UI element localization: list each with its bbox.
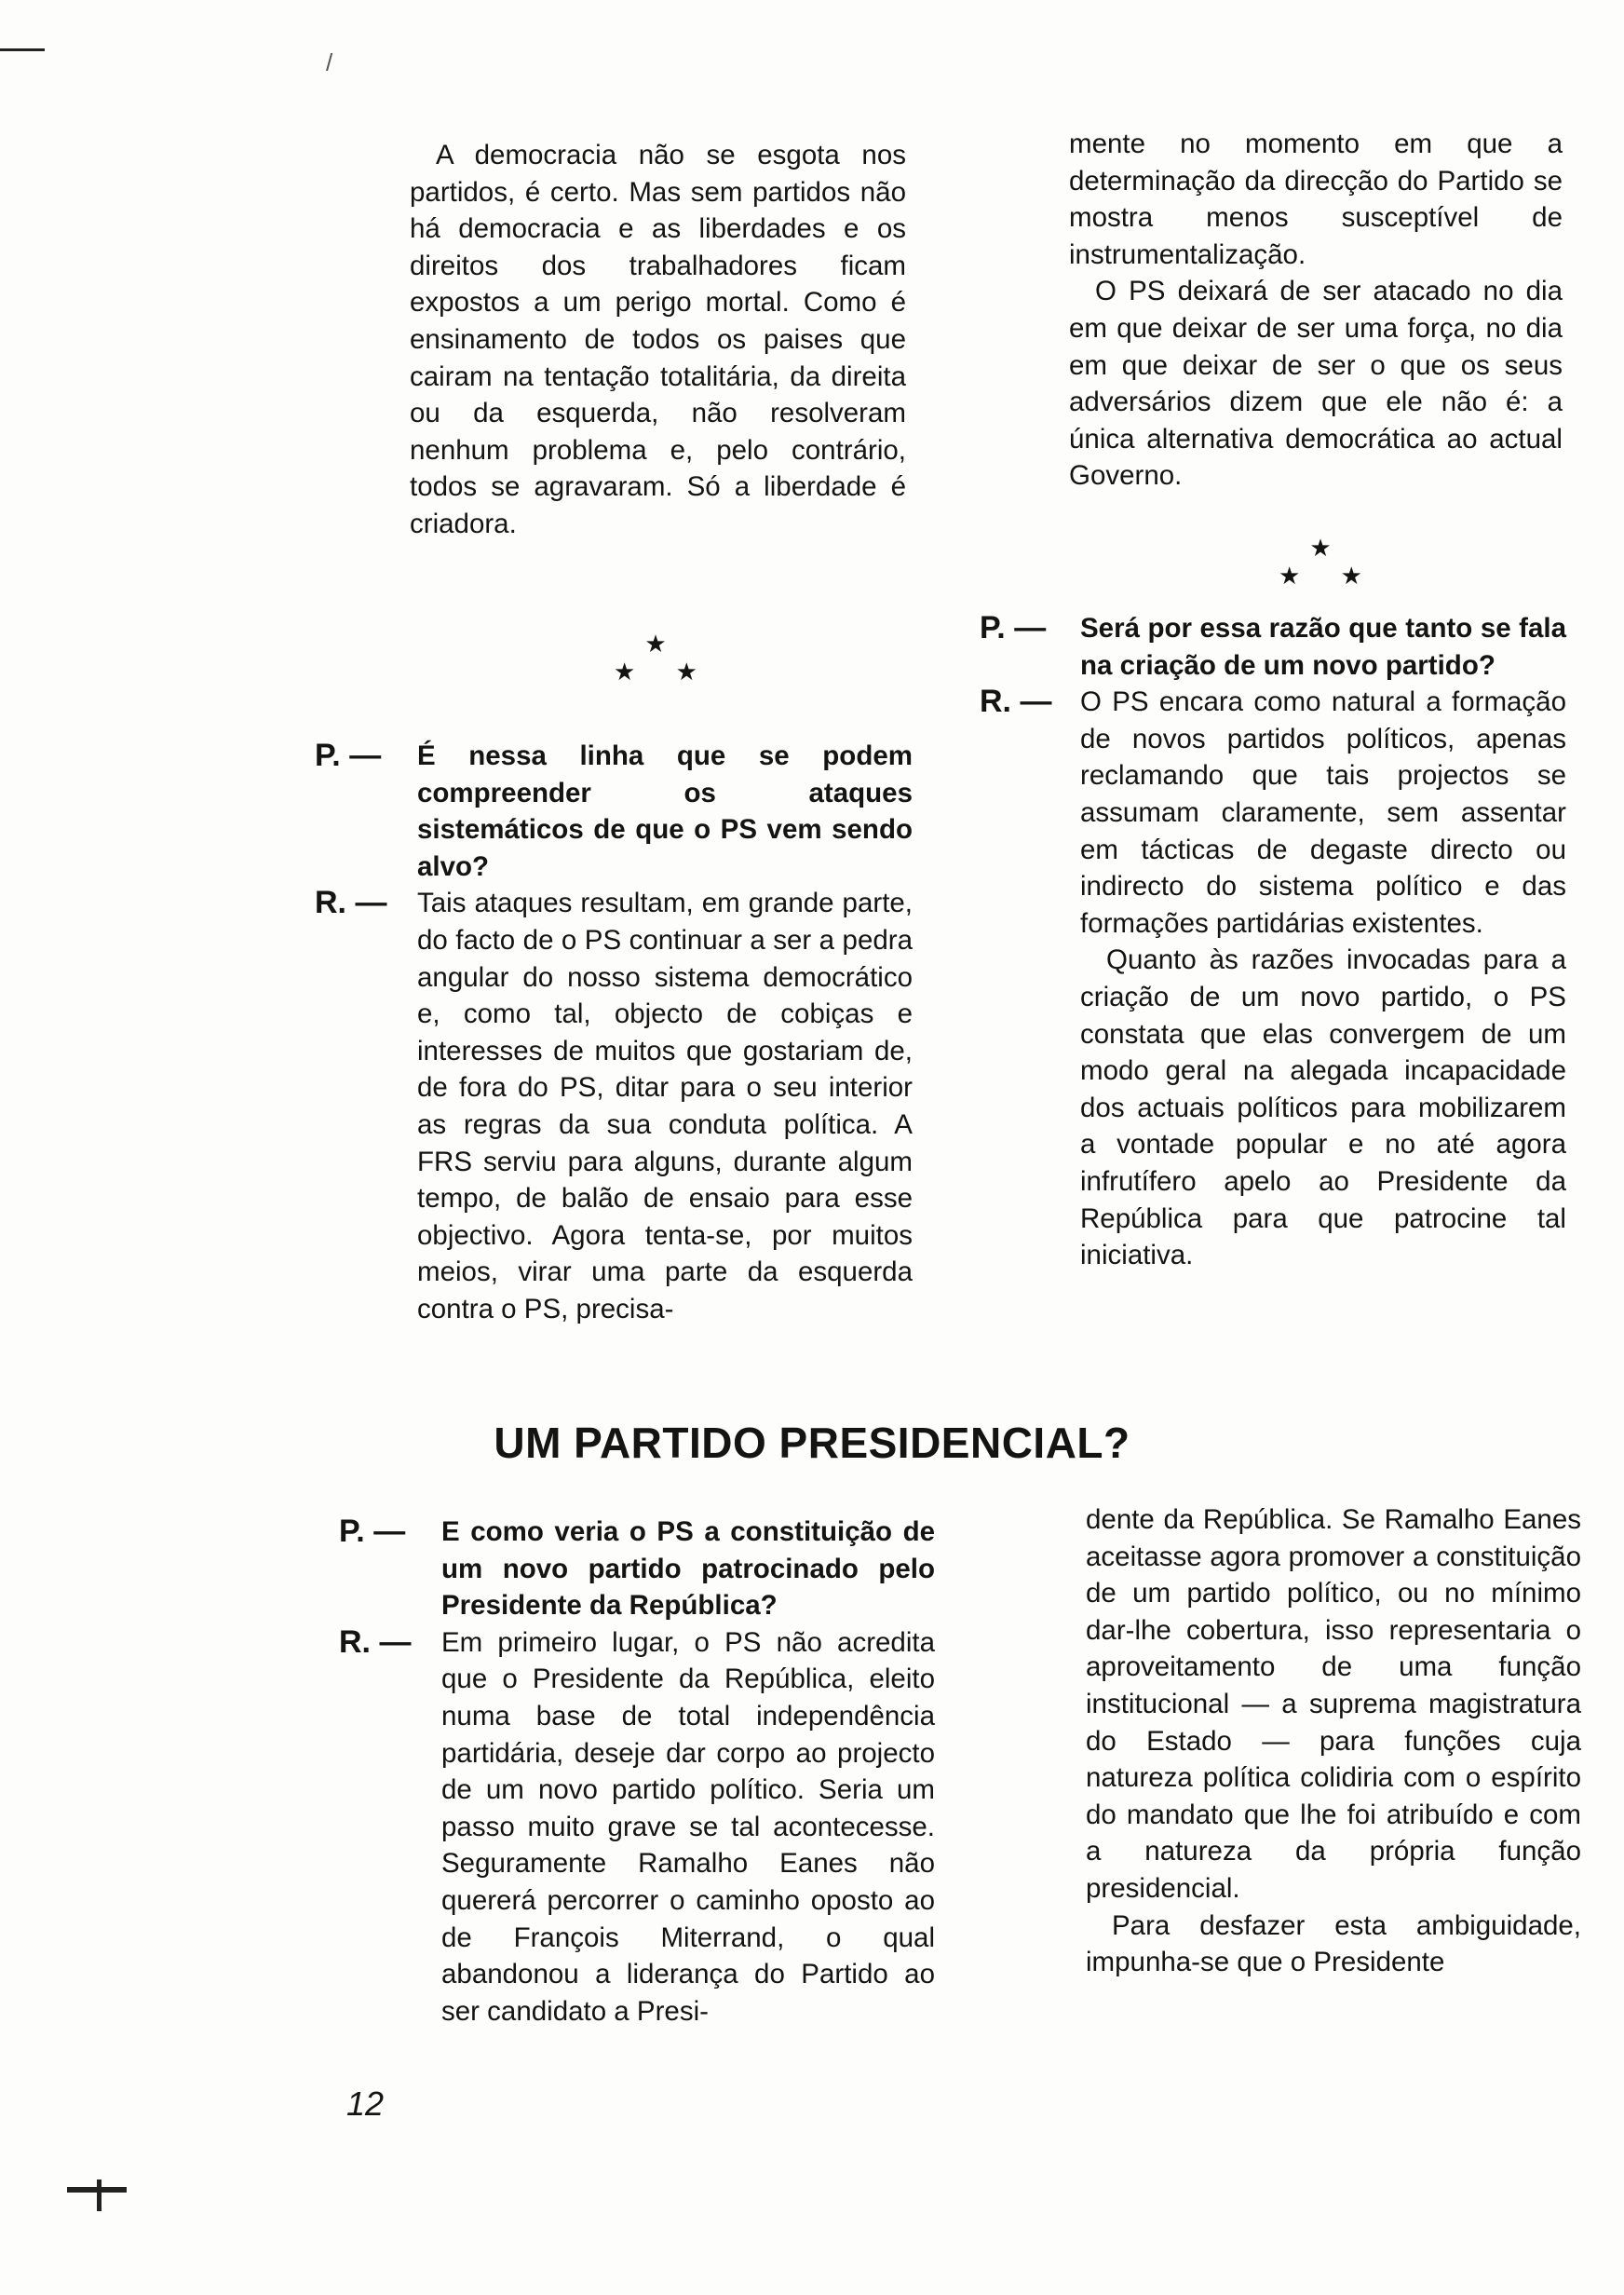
answer-block <box>339 1624 935 2030</box>
right-top-column <box>1069 126 1563 495</box>
answer-label: R. — <box>339 1623 412 1660</box>
question-block <box>980 610 1566 684</box>
answer-text: O PS encara como natural a formação de novos partidos políticos, apenas reclamando que tais projectos se assumam claramente, sem assentar em tácticas de degaste directo ou indirecto do sistema político e das formações partidárias existentes. <box>1080 686 1566 939</box>
question-block <box>315 738 913 885</box>
page-number: 12 <box>346 2085 385 2123</box>
question-label: P. — <box>980 610 1047 645</box>
question-text: Será por essa razão que tanto se fala na criação de um novo partido? <box>1080 613 1566 681</box>
bottom-right-second-paragraph: Para desfazer esta ambiguidade, impunha-se que o Presidente <box>1086 1909 1581 1978</box>
answer-continuation <box>980 942 1566 1273</box>
star-icon: ★ <box>1279 562 1301 590</box>
star-icon: ★ <box>1340 562 1362 590</box>
bottom-right-paragraph: dente da República. Se Ramalho Eanes aceitasse agora promover a constituição de um partido político, ou no mínimo dar-lhe cobertura, isso representaria o aproveitamento de uma função institucional — a suprema magistratura do Estado — para funções cuja natureza política colidiria com o espírito do mandato que lhe foi atribuído e com a natureza da própria função presidencial. <box>1086 1504 1581 1904</box>
right-qa-column <box>980 610 1566 1274</box>
star-icon: ★ <box>1309 534 1332 562</box>
question-label: P. — <box>339 1514 406 1549</box>
answer-second-paragraph: Quanto às razões invocadas para a criação de um novo partido, o PS constata que elas convergem de um modo geral na alegada incapacidade dos actuais políticos para mobilizarem a vontade popular e no até agora infrutífero apelo ao Presidente da República para que patrocine tal iniciativa. <box>1080 944 1566 1271</box>
star-icon: ★ <box>644 630 667 658</box>
scan-slash-mark: / <box>326 48 333 76</box>
question-text: E como veria o PS a constituição de um novo partido patrocinado pelo Presidente da República? <box>441 1516 935 1622</box>
star-icon: ★ <box>675 658 697 686</box>
section-divider-stars-right <box>1265 534 1376 590</box>
answer-text: Tais ataques resultam, em grande parte, do facto de o PS continuar a ser a pedra angular do nosso sistema democrático e, como tal, objecto de cobiças e interesses de muitos que gostariam de, de fora do PS, ditar para o seu interior as regras da sua conduta política. A FRS serviu para alguns, durante algum tempo, de balão de ensaio para esse objectivo. Agora tenta-se, por muitos meios, virar uma parte da esquerda contra o PS, precisa- <box>417 888 913 1324</box>
left-intro-paragraph: A democracia não se esgota nos partidos, é certo. Mas sem partidos não há democracia e as liberdades e os direitos dos trabalhadores ficam expostos a um perigo mortal. Como é ensinamento de todos os paises que cairam na tentação totalitária, da direita ou da esquerda, não resolveram nenhum problema e, pelo contrário, todos se agravaram. Só a liberdade é criadora. <box>410 140 906 539</box>
left-top-column <box>410 137 906 543</box>
bottom-left-column <box>339 1514 935 2030</box>
star-icon: ★ <box>614 658 636 686</box>
left-qa-column <box>315 738 913 1328</box>
answer-text: Em primeiro lugar, o PS não acredita que o Presidente da República, eleito numa base de total independência partidária, deseje dar corpo ao projecto de um novo partido político. Seria um passo muito grave se tal acontecesse. Seguramente Ramalho Eanes não quererá percorrer o caminho oposto ao de François Miterrand, o qual abandonou a liderança do Partido ao ser candidato a Presi- <box>441 1626 935 2027</box>
answer-block <box>315 885 913 1327</box>
answer-label: R. — <box>980 684 1052 720</box>
right-continuation-paragraph: mente no momento em que a determinação da direcção do Partido se mostra menos susceptível de instrumentalização. <box>1069 129 1563 270</box>
question-label: P. — <box>315 738 382 773</box>
margin-dash-mark <box>0 48 45 51</box>
question-text: É nessa linha que se podem compreender os ataques sistemáticos de que o PS vem sendo alvo? <box>417 740 913 882</box>
answer-block <box>980 684 1566 942</box>
section-divider-stars-left <box>600 630 711 686</box>
right-second-paragraph: O PS deixará de ser atacado no dia em que deixar de ser uma força, no dia em que deixar de ser o que os seus adversários dizem que ele não é: a única alternativa democrática ao actual Governo. <box>1069 276 1563 492</box>
answer-label: R. — <box>315 885 387 921</box>
section-heading: UM PARTIDO PRESIDENCIAL? <box>494 1419 1130 1467</box>
crop-mark-vertical <box>97 2180 102 2211</box>
bottom-right-column <box>1086 1501 1581 1981</box>
question-block <box>339 1514 935 1624</box>
